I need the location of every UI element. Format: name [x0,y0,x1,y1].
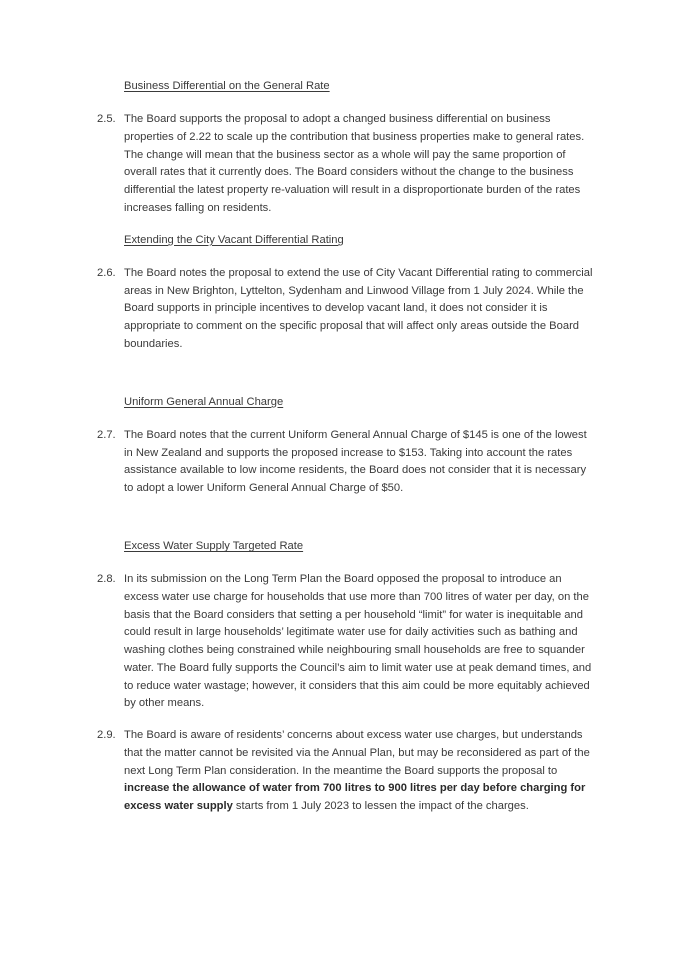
paragraph-2-9 [97,727,597,816]
section-heading-excess-water-supply-targeted-rate: Excess Water Supply Targeted Rate [124,539,304,552]
paragraph-number: 2.6. [97,266,116,279]
paragraph-number: 2.8. [97,573,116,586]
spacer [97,498,597,538]
paragraph-text-emphasis: increase the allowance of water from 700 litres to 900 litres per day before charging for excess water supply [124,782,586,813]
spacer [97,248,597,265]
section-heading-business-differential: Business Differential on the General Rate [124,80,330,92]
paragraph-2-8 [97,571,597,713]
section-heading-uniform-general-annual-charge: Uniform General Annual Charge [124,395,284,408]
spacer [97,218,597,232]
paragraph-text-lead: The Board is aware of residents’ concerns about excess water use charges, but understands that the matter cannot be revisited via the Annual Plan, but may be reconsidered as part of the next Long Term Plan consideration. In the meantime the Board supports the proposal to [124,729,590,777]
paragraph-text [124,727,597,816]
paragraph-text: The Board notes the proposal to extend the use of City Vacant Differential rating to commercial areas in New Brighton, Lyttelton, Sydenham and Linwood Village from 1 July 2024. While the Board supports in principle incentives to develop vacant land, it does not consider it is appropriate to comment on the specific proposal that will affect only areas outside the Board boundaries. [124,266,593,350]
paragraph-number: 2.5. [97,113,116,126]
spacer [97,410,597,427]
spacer [97,554,597,571]
section-heading-city-vacant-differential: Extending the City Vacant Differential Rating [124,233,344,246]
paragraph-text: In its submission on the Long Term Plan the Board opposed the proposal to introduce an excess water use charge for households that use more than 700 litres of water per day, on the basis that the Board considers that setting a per household “limit” for water is inequitable and could result in large households’ legitimate water use for daily activities such as bathing and washing clothes being constrained while neighbouring small households are free to squander water. The Board fully supports the Council’s aim to limit water use at peak demand times, and to reduce water wastage; however, it considers that this aim could be more equitably achieved by other means. [124,573,592,710]
paragraph-2-5 [97,111,597,218]
paragraph-text: The Board supports the proposal to adopt a changed business differential on business properties of 2.22 to scale up the contribution that business properties make to general rates. The change will mean that the business sector as a whole will pay the same proportion of overall rates that it currently does. The Board considers without the change to the business differential the latest property re-valuation will result in a disproportionate burden of the rates increases falling on residents. [124,113,585,214]
document-content [97,78,597,816]
spacer [97,354,597,394]
spacer [97,94,597,111]
paragraph-text: The Board notes that the current Uniform General Annual Charge of $145 is one of the lowest in New Zealand and supports the proposed increase to $153. Taking into account the rates assistance available to low income residents, the Board does not consider that it is necessary to adopt a lower Uniform General Annual Charge of $50. [124,428,587,495]
spacer [97,713,597,727]
paragraph-2-6 [97,265,597,354]
paragraph-number: 2.7. [97,428,116,441]
paragraph-2-7 [97,427,597,498]
paragraph-text-tail: starts from 1 July 2023 to lessen the impact of the charges. [232,800,529,813]
paragraph-number: 2.9. [97,729,116,742]
